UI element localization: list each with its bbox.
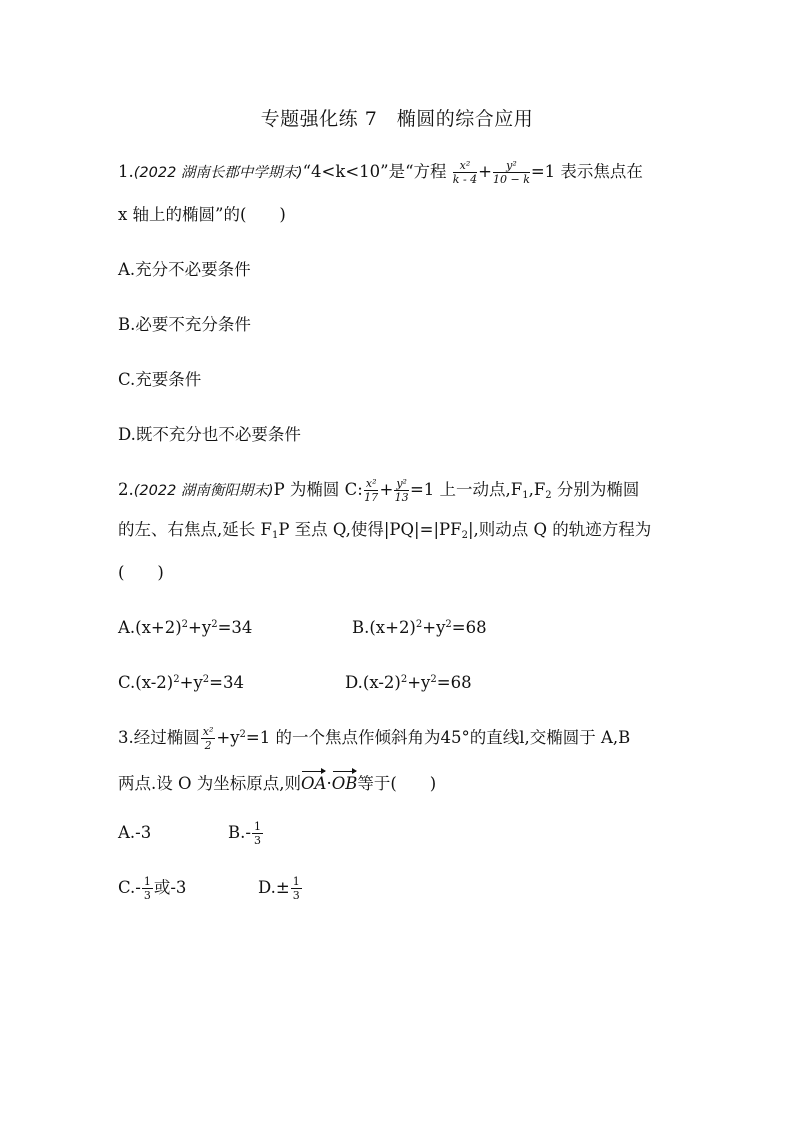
q2-fraction-y: $\frac{\text{y²}}{13}$ <box>394 477 409 504</box>
q2-stem-line2: 的左、右焦点,延长 $F_1P$ 至点 Q,使得$|PQ|=|PF_2|$,则动点 Q 的轨迹方程为 <box>118 520 652 541</box>
q1-option-d: D.既不充分也不必要条件 <box>118 425 301 444</box>
q1-option-b: B.必要不充分条件 <box>118 315 251 334</box>
q3-c-fraction: $\frac{1}{3}$ <box>143 875 151 902</box>
q3-option-b: B.- $\frac{1}{3}$ <box>228 820 261 847</box>
page-title: 专题强化练 7 椭圆的综合应用 <box>260 108 534 130</box>
q1-fraction-x: $\frac{\text{x²}}{k - 4}$ <box>452 159 478 186</box>
q3-option-a: A.-3 <box>118 823 152 842</box>
q3-b-fraction: $\frac{1}{3}$ <box>253 820 261 847</box>
q3-fraction-x: $\frac{\text{x²}}{2}$ <box>202 725 214 752</box>
q2-option-c: $C.(x-2)^2+y^2=34$ <box>118 673 244 692</box>
q1-option-a: A.充分不必要条件 <box>118 260 251 279</box>
q2-stem-line1: 2.(2022 湖南衡阳期末)P 为椭圆 C: $\frac{\text{x²}}{17}$ + $\frac{\text{y²}}{13}$ =1 上一动点$,F_1,F_2$ 分别为椭圆 <box>118 477 640 504</box>
q1-number: 1. <box>118 162 134 181</box>
q3-stem-line1: 3.经过椭圆 $\frac{\text{x²}}{2}$ $+y^2=1$ 的一个焦点作倾斜角为45°的直线l,交椭圆于 A,B <box>118 725 631 752</box>
q2-number: 2. <box>118 480 134 499</box>
q3-d-fraction: $\frac{1}{3}$ <box>292 875 300 902</box>
q2-source: (2022 湖南衡阳期末) <box>133 483 274 499</box>
q3-number: 3. <box>118 728 134 747</box>
vector-oa: OA <box>301 769 326 796</box>
q3-option-d: D.± $\frac{1}{3}$ <box>258 875 300 902</box>
q1-stem-line2: x 轴上的椭圆”的( ) <box>118 205 286 224</box>
q2-option-d: $D.(x-2)^2+y^2=68$ <box>345 673 472 692</box>
q1-option-c: C.充要条件 <box>118 370 202 389</box>
q2-stem-line3: ( ) <box>118 563 164 582</box>
q3-stem-line2: 两点.设 O 为坐标原点,则OA·OB等于( ) <box>118 769 436 796</box>
q3-option-c: C.- $\frac{1}{3}$ 或-3 <box>118 875 187 902</box>
q1-fraction-y: $\frac{\text{y²}}{10 - k}$ <box>492 159 530 186</box>
q1-source: (2022 湖南长郡中学期末) <box>133 165 303 181</box>
q2-fraction-x: $\frac{\text{x²}}{17}$ <box>364 477 379 504</box>
q2-option-b: $B.(x+2)^2+y^2=68$ <box>352 618 487 637</box>
q2-option-a: $A.(x+2)^2+y^2=34$ <box>118 618 253 637</box>
q1-stem-line1: 1.(2022 湖南长郡中学期末)“4<k<10”是“方程 $\frac{\text{x²}}{k - 4}$ + $\frac{\text{y²}}{10 - k}$ =1 表示焦点在 <box>118 159 643 186</box>
vector-ob: OB <box>332 769 358 796</box>
